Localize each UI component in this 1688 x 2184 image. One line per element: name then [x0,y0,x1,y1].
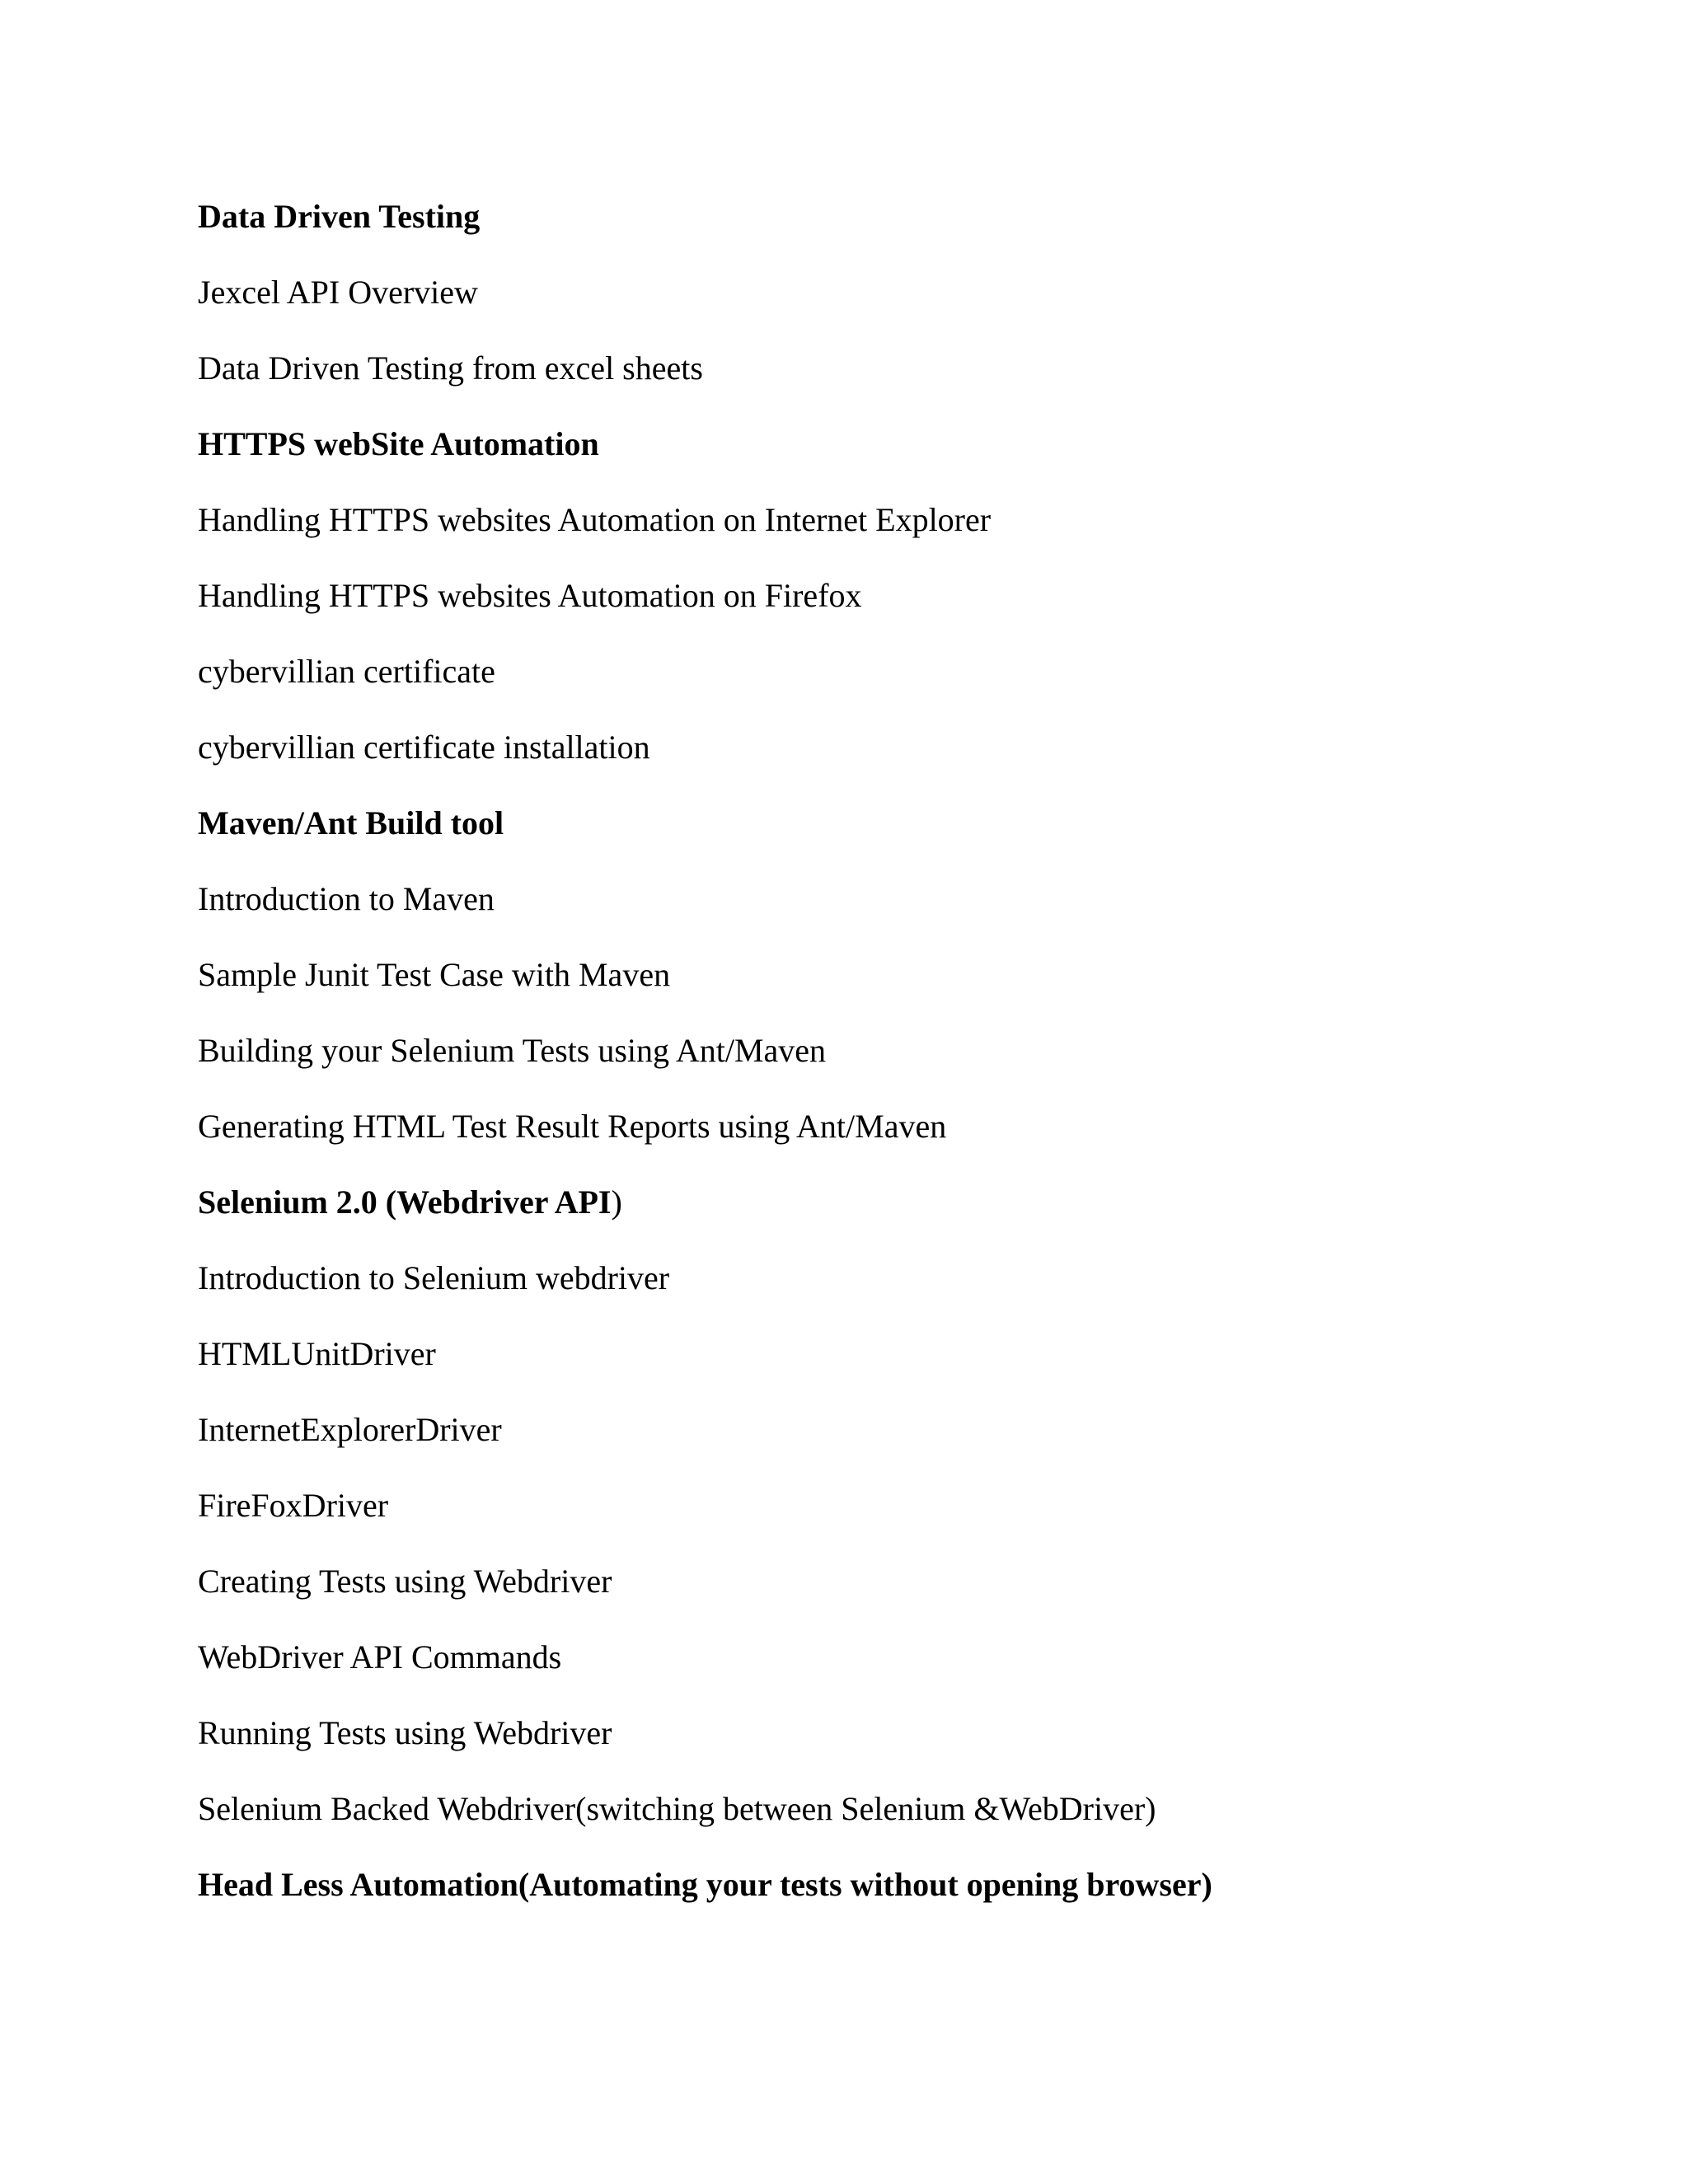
topic-line: Selenium Backed Webdriver(switching between Selenium &WebDriver) [198,1790,1156,1827]
section-heading-data-driven-testing: Data Driven Testing [198,198,481,235]
topic-line: Data Driven Testing from excel sheets [198,349,703,387]
topic-line: Handling HTTPS websites Automation on Internet Explorer [198,501,992,538]
section-heading-https-automation: HTTPS webSite Automation [198,425,599,462]
topic-line: WebDriver API Commands [198,1638,562,1675]
topic-line: Sample Junit Test Case with Maven [198,956,671,993]
topic-line: Jexcel API Overview [198,274,478,311]
topic-line: FireFoxDriver [198,1487,389,1524]
topic-line: InternetExplorerDriver [198,1411,502,1448]
topic-line: Introduction to Maven [198,880,495,917]
section-heading-headless-automation: Head Less Automation(Automating your tests without opening browser) [198,1866,1212,1903]
heading-text: Selenium 2.0 (Webdriver API [198,1183,612,1221]
topic-line: Handling HTTPS websites Automation on Firefox [198,577,862,614]
topic-line: HTMLUnitDriver [198,1335,436,1372]
topic-line: Introduction to Selenium webdriver [198,1259,670,1296]
section-heading-maven-ant: Maven/Ant Build tool [198,804,504,841]
heading-suffix: ) [611,1183,622,1221]
topic-line: Running Tests using Webdriver [198,1714,612,1751]
topic-line: cybervillian certificate installation [198,729,650,766]
topic-line: Building your Selenium Tests using Ant/Maven [198,1032,827,1069]
document-body [198,194,1599,1938]
topic-line: cybervillian certificate [198,653,495,690]
topic-line: Generating HTML Test Result Reports using Ant/Maven [198,1108,947,1145]
topic-line: Creating Tests using Webdriver [198,1563,612,1600]
section-heading-selenium-webdriver [198,1179,1599,1255]
